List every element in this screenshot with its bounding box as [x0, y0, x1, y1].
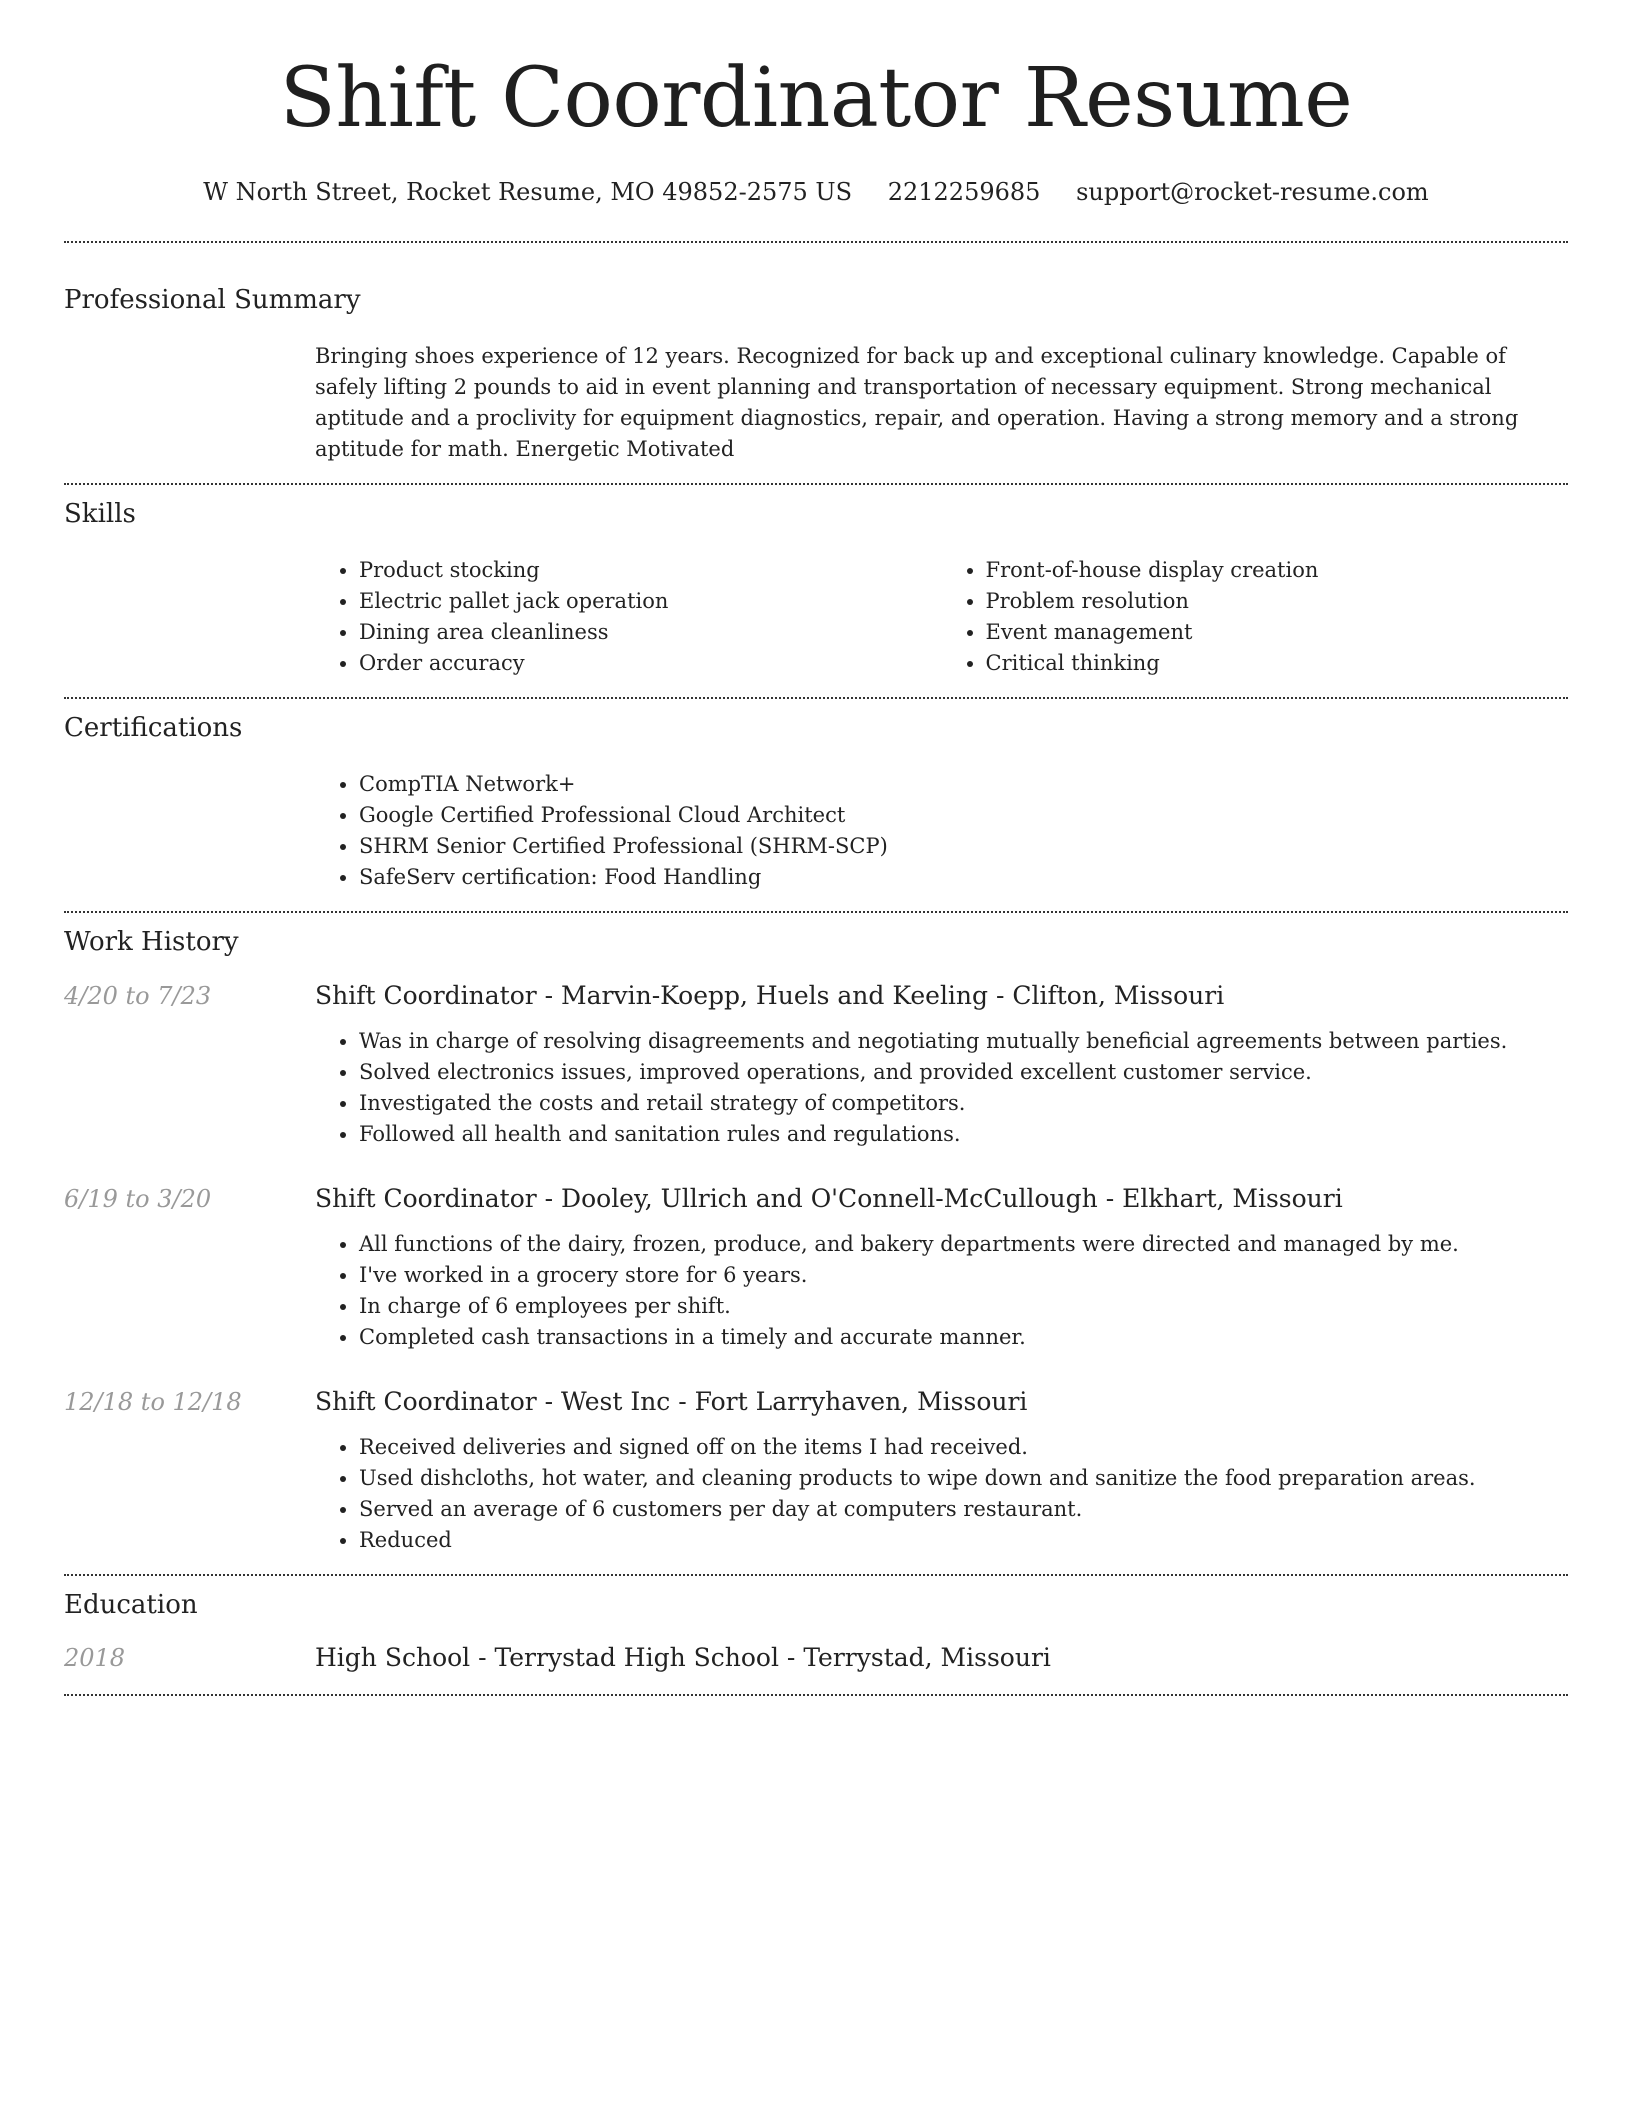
- resume-title: Shift Coordinator Resume: [279, 51, 1353, 146]
- job-duty: • Solved electronics issues, improved operations, and provided excellent customer service.: [359, 1057, 1568, 1088]
- job-title: Shift Coordinator - West Inc - Fort Larryhaven, Missouri: [315, 1386, 1028, 1416]
- divider: [64, 241, 1568, 243]
- skills-column-left: [315, 555, 942, 679]
- divider: [64, 483, 1568, 485]
- divider: [64, 697, 1568, 699]
- job-duty: • In charge of 6 employees per shift.: [359, 1291, 1568, 1322]
- contact-phone: 2212259685: [887, 178, 1041, 206]
- job-entry: [64, 1387, 1568, 1556]
- skill-item: • Order accuracy: [359, 648, 942, 679]
- job-duty: • Used dishcloths, hot water, and cleaning products to wipe down and sanitize the food preparation areas.: [359, 1463, 1568, 1494]
- resume-page: [64, 0, 1568, 1696]
- job-duty: • Completed cash transactions in a timely and accurate manner.: [359, 1322, 1568, 1353]
- job-dates: 12/18 to 12/18: [64, 1387, 242, 1416]
- job-duty: • All functions of the dairy, frozen, produce, and bakery departments were directed and managed by me.: [359, 1229, 1568, 1260]
- job-duty: • Served an average of 6 customers per day at computers restaurant.: [359, 1494, 1568, 1525]
- job-duty: • Investigated the costs and retail strategy of competitors.: [359, 1088, 1568, 1119]
- certifications-list: [315, 769, 1568, 893]
- education-title: High School - Terrystad High School - Terrystad, Missouri: [315, 1642, 1051, 1672]
- skill-item: • Front-of-house display creation: [986, 555, 1569, 586]
- contact-address: W North Street, Rocket Resume, MO 49852-2575 US: [203, 178, 853, 206]
- skills-heading: Skills: [64, 498, 136, 529]
- job-duties: [315, 1026, 1568, 1150]
- contact-line: [64, 178, 1568, 207]
- job-duty: • Received deliveries and signed off on the items I had received.: [359, 1432, 1568, 1463]
- job-duties: [315, 1229, 1568, 1353]
- work-history-heading: Work History: [64, 927, 239, 958]
- skill-item: • Electric pallet jack operation: [359, 586, 942, 617]
- skills-column-right: [942, 555, 1569, 679]
- job-duties: [315, 1432, 1568, 1556]
- job-dates: 4/20 to 7/23: [64, 981, 212, 1010]
- job-title: Shift Coordinator - Dooley, Ullrich and O'Connell-McCullough - Elkhart, Missouri: [315, 1183, 1343, 1213]
- job-duty: • Reduced: [359, 1525, 1568, 1556]
- contact-email: support@rocket-resume.com: [1076, 178, 1429, 206]
- job-duty: • I've worked in a grocery store for 6 years.: [359, 1260, 1568, 1291]
- divider: [64, 911, 1568, 913]
- education-entry: [64, 1643, 1568, 1672]
- certifications-heading: Certifications: [64, 713, 243, 744]
- divider: [64, 1574, 1568, 1576]
- skill-item: • Critical thinking: [986, 648, 1569, 679]
- summary-heading: Professional Summary: [64, 284, 361, 315]
- job-entry: [64, 1184, 1568, 1353]
- education-heading: Education: [64, 1589, 198, 1620]
- skill-item: • Problem resolution: [986, 586, 1569, 617]
- job-duty: • Followed all health and sanitation rules and regulations.: [359, 1119, 1568, 1150]
- certification-item: • Google Certified Professional Cloud Architect: [359, 800, 1568, 831]
- certification-item: • SHRM Senior Certified Professional (SHRM-SCP): [359, 831, 1568, 862]
- certification-item: • SafeServ certification: Food Handling: [359, 862, 1568, 893]
- education-year: 2018: [64, 1643, 126, 1672]
- job-title: Shift Coordinator - Marvin-Koepp, Huels and Keeling - Clifton, Missouri: [315, 980, 1225, 1010]
- certification-item: • CompTIA Network+: [359, 769, 1568, 800]
- job-dates: 6/19 to 3/20: [64, 1184, 212, 1213]
- skills-list: [315, 555, 1568, 679]
- job-duty: • Was in charge of resolving disagreements and negotiating mutually beneficial agreements between parties.: [359, 1026, 1568, 1057]
- skill-item: • Product stocking: [359, 555, 942, 586]
- job-entry: [64, 981, 1568, 1150]
- summary-text: Bringing shoes experience of 12 years. Recognized for back up and exceptional culinary knowledge. Capable of safely lifting 2 pounds to aid in event planning and transportation of necessary equipment. Strong mechanical aptitude and a proclivity for equipment diagnostics, repair, and operation. Having a strong memory and a strong aptitude for math. Energetic Motivated: [315, 343, 1519, 461]
- divider: [64, 1694, 1568, 1696]
- skill-item: • Dining area cleanliness: [359, 617, 942, 648]
- skill-item: • Event management: [986, 617, 1569, 648]
